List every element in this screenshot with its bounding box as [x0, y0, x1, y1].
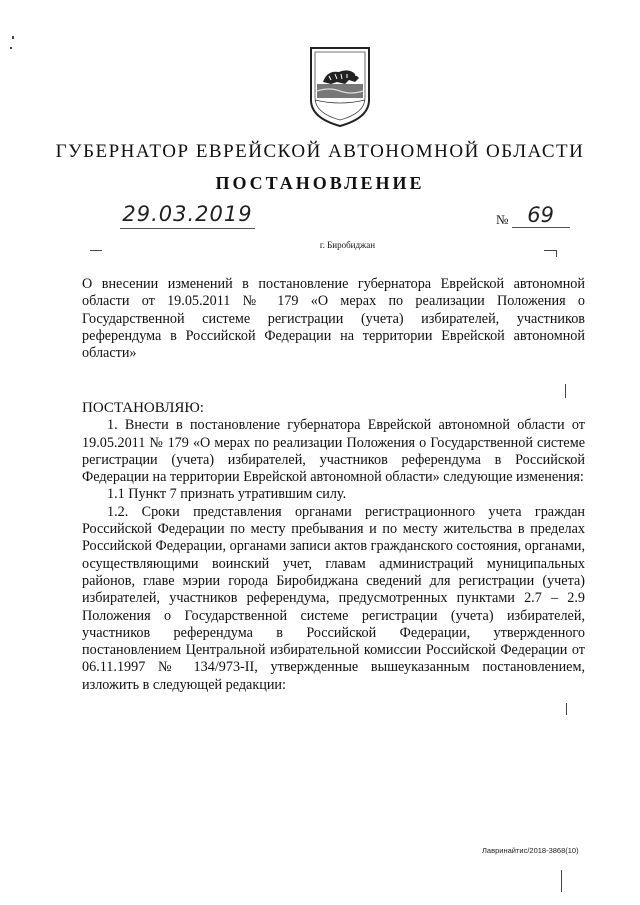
scan-mark [565, 384, 566, 398]
corner-mark-left [90, 250, 102, 257]
scan-mark [561, 870, 562, 892]
document-number [496, 203, 570, 229]
document-body [82, 400, 585, 694]
paragraph-1-2: 1.2. Сроки представления органами регистрационного учета граждан Российской Федерации по месту пребывания и по месту жительства в пределах Российской Федерации, органами записи актов гражданского состояния, органами, осуществляющими воинский учет, главам администраций муниципальных районов, главе мэрии города Биробиджана сведений для регистрации (учета) избирателей, участников референдума, предусмотренных пунктами 2.7 – 2.9 Положения о Государственной системе регистрации (учета) избирателей, участников референдума в Российской Федерации, утвержденного постановлением Центральной избирательной комиссии Российской Федерации от 06.11.1997 № 134/973-II, утвержденные вышеуказанным постановлением, изложить в следующей редакции: [82, 503, 585, 693]
number-label: № [496, 212, 509, 227]
document-footer-code: Лавринайтис/2018-3868(10) [482, 846, 579, 855]
coat-of-arms-icon [305, 44, 375, 130]
paragraph-1: 1. Внести в постановление губернатора Еврейской автономной области от 19.05.2011 № 179 «О мерах по реализации Положения о Государственной системе регистрации (учета) избирателей, участников референдума в Российской Федерации на территории Еврейской автономной области» следующие изменения: [82, 417, 585, 486]
scan-mark [10, 47, 12, 49]
paragraph-1-1: 1.1 Пункт 7 признать утратившим силу. [107, 486, 347, 503]
document-type: ПОСТАНОВЛЕНИЕ [215, 173, 425, 193]
issuing-authority: ГУБЕРНАТОР ЕВРЕЙСКОЙ АВТОНОМНОЙ ОБЛАСТИ [55, 141, 585, 162]
scan-mark [12, 36, 14, 39]
decree-heading: ПОСТАНОВЛЯЮ: [82, 400, 204, 416]
document-city: г. Биробиджан [319, 240, 376, 250]
number-value: 69 [512, 203, 570, 228]
document-subject: О внесении изменений в постановление губернатора Еврейской автономной области от 19.05.2011 № 179 «О мерах по реализации Положения о Государственной системе регистрации (учета) избирателей, участников референдума в Российской Федерации на территории Еврейской автономной области» [82, 276, 585, 362]
scan-mark [566, 703, 567, 715]
corner-mark-right [544, 250, 557, 257]
document-date: 29.03.2019 [120, 202, 255, 229]
